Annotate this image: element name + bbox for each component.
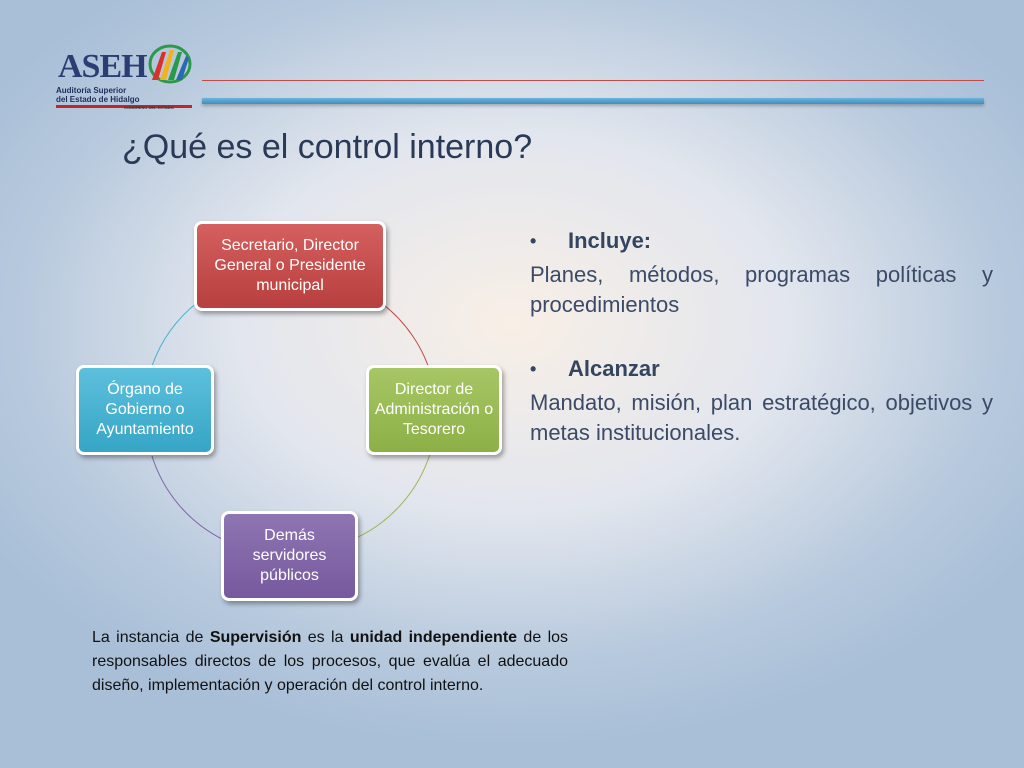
arc-green-purple <box>356 454 430 538</box>
node-organo-label: Órgano de Gobierno o Ayuntamiento <box>96 381 194 438</box>
header-rule-thin <box>202 80 984 81</box>
note-part-1: La instancia de <box>92 629 210 646</box>
note-part-2: es la <box>301 629 350 646</box>
note-bold-supervision: Supervisión <box>209 629 302 646</box>
incluye-text: Planes, métodos, programas políticas y procedimientos <box>530 262 993 317</box>
node-secretario <box>194 221 386 311</box>
bullet-alcanzar-label: Alcanzar <box>568 356 660 381</box>
bullet-dot: • <box>530 230 537 251</box>
book-icon <box>144 42 194 88</box>
bullet-incluye <box>530 228 993 254</box>
supervision-note <box>92 626 568 698</box>
page-title: ¿Qué es el control interno? <box>122 128 533 166</box>
node-servidores-label: Demás servidores públicos <box>252 527 327 584</box>
logo-line-2: del Estado de Hidalgo <box>56 95 140 104</box>
asehi-logo <box>52 40 202 112</box>
arc-purple-blue <box>152 456 224 540</box>
content-right <box>530 228 993 448</box>
alcanzar-text: Mandato, misión, plan estratégico, objetivos y metas institucionales. <box>530 390 993 445</box>
logo-line-1: Auditoría Superior <box>56 86 127 95</box>
bullet-dot: • <box>530 358 537 379</box>
node-secretario-label: Secretario, Director General o Presidente municipal <box>214 237 366 294</box>
node-director-administracion <box>366 365 502 455</box>
bullet-alcanzar <box>530 356 993 382</box>
node-director-label: Director de Administración o Tesorero <box>374 381 494 438</box>
logo-caption: CONGRESO DEL ESTADO <box>124 105 174 110</box>
node-servidores-publicos <box>221 511 358 601</box>
logo-wordmark: ASEH <box>58 48 147 85</box>
bullet-incluye-label: Incluye: <box>568 228 652 253</box>
node-organo-gobierno <box>76 365 214 455</box>
note-part-3: de los responsables directos de los procesos, que evalúa el adecuado diseño, implementación y operación del control interno. <box>92 629 569 694</box>
arc-blue-red <box>152 302 198 366</box>
header-rule-thick <box>202 98 984 104</box>
note-bold-unidad: unidad independiente <box>349 629 518 646</box>
cycle-diagram <box>60 210 510 620</box>
